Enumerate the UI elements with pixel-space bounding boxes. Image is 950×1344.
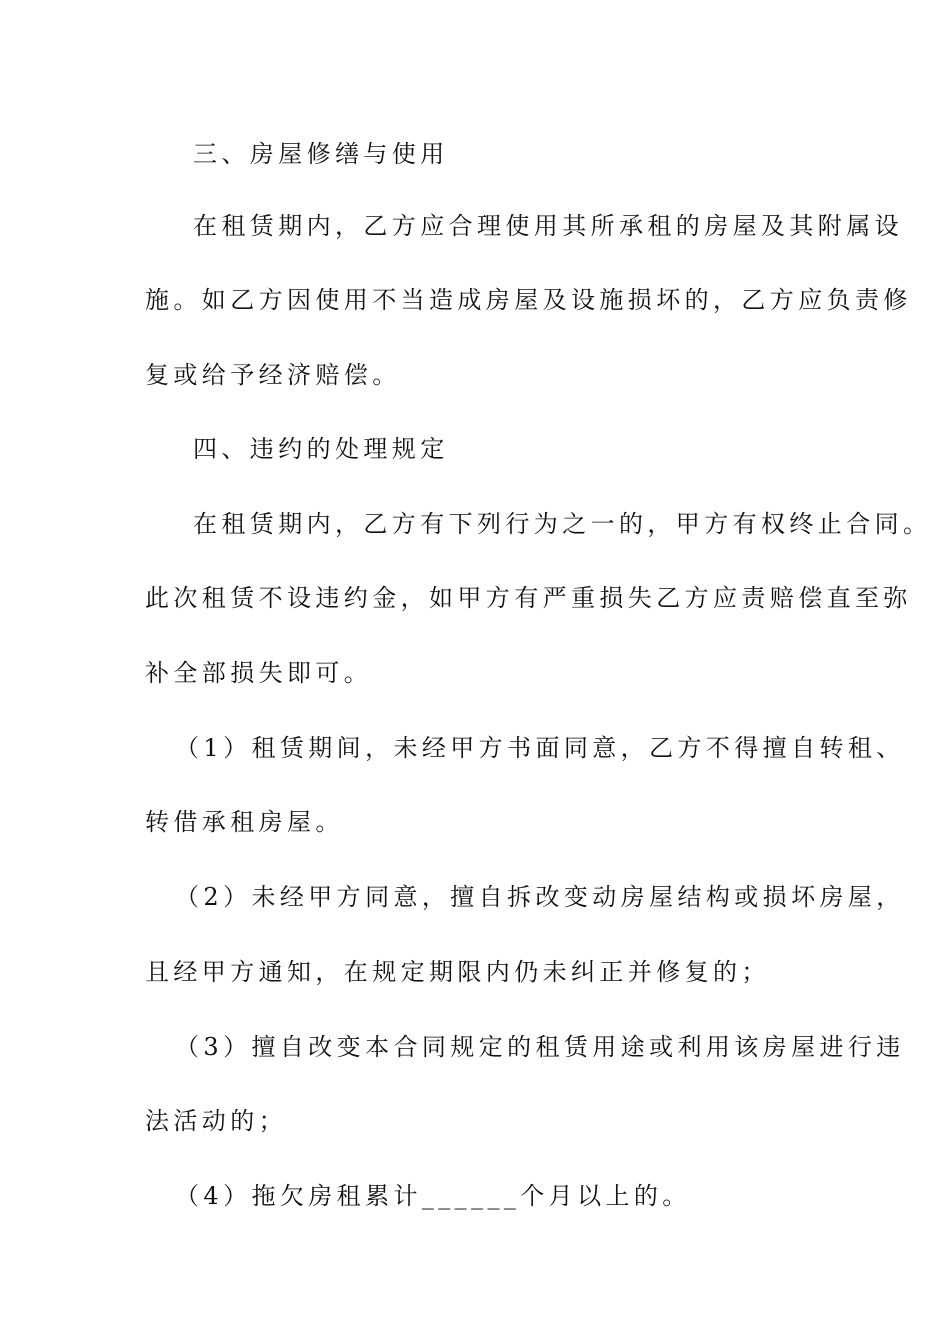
paragraph-line: 补全部损失即可。 bbox=[145, 659, 373, 687]
list-item-3: （3）擅自改变本合同规定的租赁用途或利用该房屋进行违 bbox=[175, 1033, 905, 1061]
list-item-1: （1）租赁期间，未经甲方书面同意，乙方不得擅自转租、 bbox=[175, 734, 905, 762]
section-heading-repair: 三、房屋修缮与使用 bbox=[193, 140, 449, 168]
list-item-1-continuation: 转借承租房屋。 bbox=[145, 808, 344, 836]
paragraph-line: 在租赁期内，乙方有下列行为之一的，甲方有权终止合同。 bbox=[193, 510, 932, 538]
list-item-4: （4）拖欠房租累计______个月以上的。 bbox=[175, 1182, 691, 1210]
paragraph-line: 此次租赁不设违约金，如甲方有严重损失乙方应责赔偿直至弥 bbox=[145, 584, 912, 612]
paragraph-line: 施。如乙方因使用不当造成房屋及设施损坏的，乙方应负责修 bbox=[145, 286, 912, 314]
paragraph-line: 复或给予经济赔偿。 bbox=[145, 361, 401, 389]
section-heading-breach: 四、违约的处理规定 bbox=[193, 435, 449, 463]
list-item-2: （2）未经甲方同意，擅自拆改变动房屋结构或损坏房屋， bbox=[175, 883, 905, 911]
paragraph-line: 在租赁期内，乙方应合理使用其所承租的房屋及其附属设 bbox=[193, 212, 903, 240]
list-item-2-continuation: 且经甲方通知，在规定期限内仍未纠正并修复的； bbox=[145, 958, 770, 986]
list-item-3-continuation: 法活动的； bbox=[145, 1107, 287, 1135]
